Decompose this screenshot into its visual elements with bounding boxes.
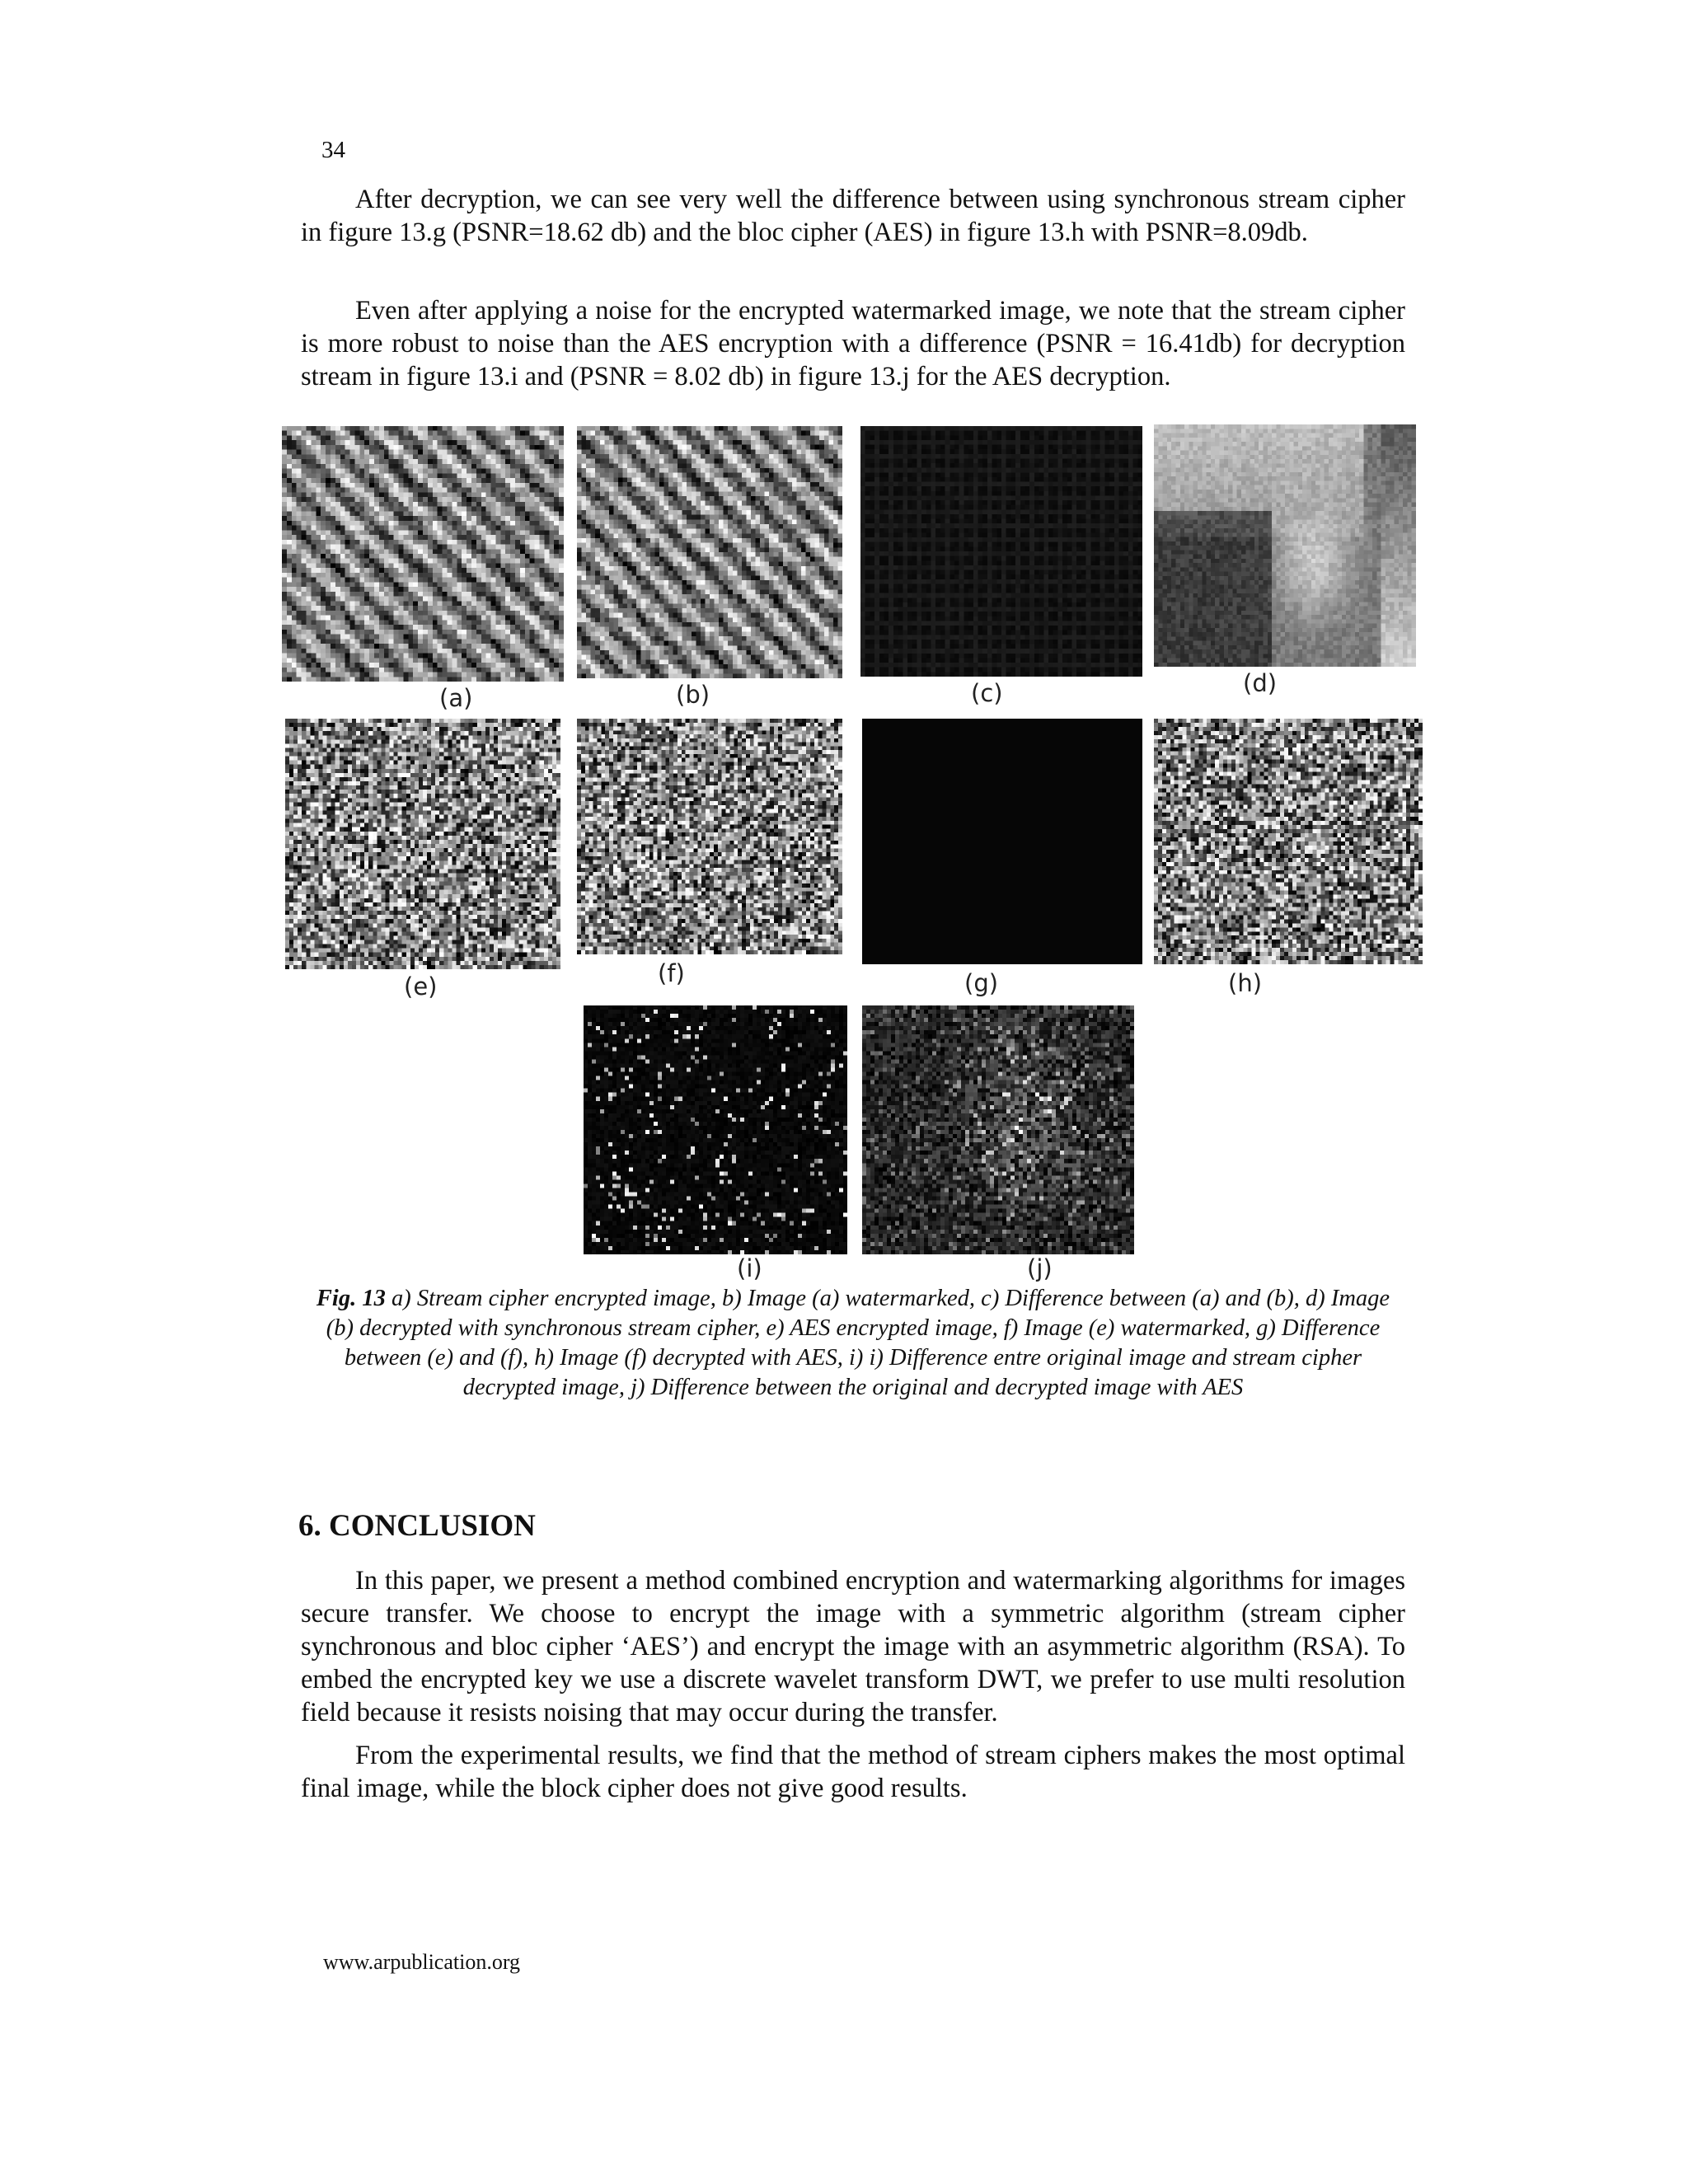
panel-a-image — [282, 426, 564, 682]
panel-label-d: (d) — [1243, 669, 1278, 697]
panel-label-a: (a) — [439, 684, 473, 712]
figure-panel-b — [577, 426, 842, 678]
paragraph-decryption-results: After decryption, we can see very well the difference between using synchronous stream cipher in figure 13.g (PSNR=18.62 db) and the bloc cipher (AES) in figure 13.h with PSNR=8.09db. — [301, 185, 1405, 247]
figure-caption — [305, 1284, 1401, 1403]
figure-panel-h — [1154, 719, 1423, 964]
paragraph-conclusion-method: In this paper, we present a method combined encryption and watermarking algorithms for images secure transfer. We choose to encrypt the image with a symmetric algorithm (stream cipher synchronous and bloc cipher ‘AES’) and encrypt the image with an asymmetric algorithm (RSA). To embed the encrypted key we use a discrete wavelet transform DWT, we prefer to use multi resolution field because it resists noising that may occur during the transfer. — [301, 1566, 1405, 1727]
figure-panel-i — [584, 1005, 847, 1254]
figure-panel-e — [285, 719, 560, 969]
panel-label-e: (e) — [404, 972, 438, 1001]
panel-d-image — [1154, 424, 1416, 667]
footer-url: www.arpublication.org — [323, 1950, 521, 1974]
figure-panel-d — [1154, 424, 1416, 667]
panel-i-image — [584, 1005, 847, 1254]
panel-label-i: (i) — [737, 1254, 762, 1282]
panel-f-image — [577, 719, 842, 954]
figure-panel-g — [862, 719, 1142, 964]
panel-g-image — [862, 719, 1142, 964]
panel-label-g: (g) — [964, 969, 999, 997]
panel-label-b: (b) — [676, 681, 710, 709]
panel-c-image — [860, 426, 1142, 677]
panel-b-image — [577, 426, 842, 678]
figure-panel-f — [577, 719, 842, 954]
panel-h-image — [1154, 719, 1423, 964]
panel-label-c: (c) — [971, 679, 1003, 707]
panel-label-f: (f) — [658, 959, 685, 987]
panel-j-image — [862, 1005, 1134, 1254]
figure-caption-lead: Fig. 13 — [316, 1286, 386, 1311]
panel-label-h: (h) — [1228, 969, 1263, 997]
panel-e-image — [285, 719, 560, 969]
figure-caption-text: a) Stream cipher encrypted image, b) Image (a) watermarked, c) Difference between (a) and (b), d) Image (b) decrypted with synchronous stream cipher, e) AES encrypted image, f) Image (e) watermarked, g) Difference between (e) and (f), h) Image (f) decrypted with AES, i) i) Difference entre original image and stream cipher decrypted image, j) Difference between the original and decrypted image with AES — [326, 1286, 1390, 1400]
page-number: 34 — [321, 137, 345, 163]
figure-panel-a — [282, 426, 564, 682]
panel-label-j: (j) — [1027, 1254, 1053, 1282]
figure-panel-j — [862, 1005, 1134, 1254]
figure-panel-c — [860, 426, 1142, 677]
section-heading-conclusion: 6. CONCLUSION — [298, 1509, 536, 1543]
paragraph-conclusion-results: From the experimental results, we find that the method of stream ciphers makes the most optimal final image, while the block cipher does not give good results. — [301, 1741, 1405, 1803]
paragraph-noise-robustness: Even after applying a noise for the encrypted watermarked image, we note that the stream cipher is more robust to noise than the AES encryption with a difference (PSNR = 16.41db) for decryption stream in figure 13.i and (PSNR = 8.02 db) in figure 13.j for the AES decryption. — [301, 296, 1405, 391]
